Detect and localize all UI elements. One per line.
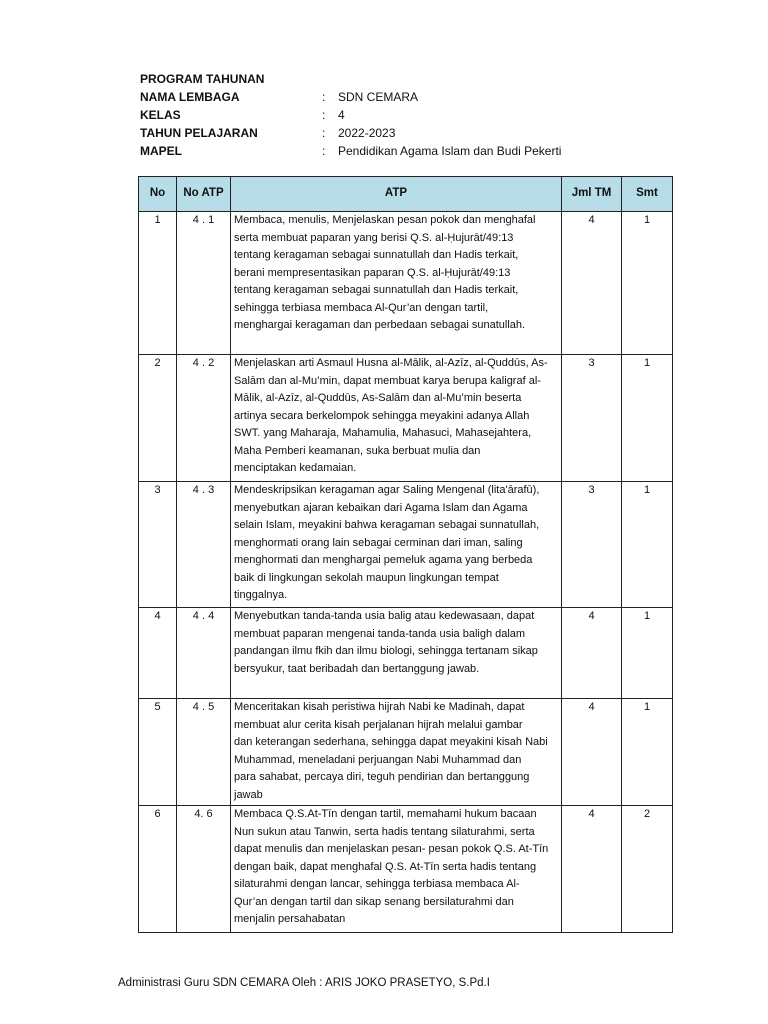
cell-smt: 1 bbox=[622, 608, 673, 699]
atp-line: tinggalnya. bbox=[234, 589, 288, 601]
cell-atp bbox=[231, 608, 562, 699]
atp-line: tentang keragaman sebagai sunnatullah dan Hadis terkait, bbox=[234, 249, 519, 261]
atp-line: menghormati dan menghargai pemeluk agama yang berbeda bbox=[234, 554, 533, 566]
document-header bbox=[140, 70, 561, 160]
cell-atp bbox=[231, 806, 562, 933]
cell-no-atp: 4 . 2 bbox=[177, 355, 231, 482]
atp-line: Muhammad, meneladani perjuangan Nabi Muhammad dan bbox=[234, 753, 522, 766]
atp-line: para sahabat, percaya diri, teguh pendirian dan bertanggung bbox=[234, 771, 530, 783]
page-footer: Administrasi Guru SDN CEMARA Oleh : ARIS JOKO PRASETYO, S.Pd.I bbox=[118, 977, 490, 989]
atp-line: tentang keragaman sebagai sunnatullah dan Hadis terkait, bbox=[234, 284, 519, 296]
field-value: 4 bbox=[338, 108, 345, 122]
field-label: TAHUN PELAJARAN bbox=[140, 126, 258, 140]
document-title: PROGRAM TAHUNAN bbox=[140, 72, 265, 86]
atp-line: selain Islam, meyakini bahwa keragaman sebagai sunnatullah, bbox=[234, 519, 540, 531]
field-separator: : bbox=[322, 108, 326, 122]
table-row bbox=[139, 699, 673, 806]
cell-jml-tm: 4 bbox=[562, 608, 622, 699]
atp-line: dan keterangan sederhana, sehingga dapat meyakini kisah Nabi bbox=[234, 736, 548, 748]
column-header-no: No bbox=[139, 177, 177, 212]
cell-jml-tm: 4 bbox=[562, 212, 622, 355]
table-row bbox=[139, 355, 673, 482]
table-header-row bbox=[139, 177, 673, 212]
cell-no-atp: 4 . 5 bbox=[177, 699, 231, 806]
atp-line: Mendeskripsikan keragaman agar Saling Mengenal (lita'ārafū), bbox=[234, 484, 540, 496]
field-label: NAMA LEMBAGA bbox=[140, 90, 240, 104]
atp-line: Mālik, al-Azīz, al-Quddūs, As-Salām dan al-Mu’min beserta bbox=[234, 392, 522, 404]
cell-smt: 1 bbox=[622, 355, 673, 482]
header-title-row bbox=[140, 70, 561, 88]
atp-line: berani mempresentasikan paparan Q.S. al-Ḥujurāt/49:13 bbox=[234, 266, 511, 279]
cell-no-atp: 4 . 3 bbox=[177, 482, 231, 608]
atp-line: dengan baik, dapat menghafal Q.S. At-Tīn serta hadis tentang bbox=[234, 860, 537, 873]
column-header-atp: ATP bbox=[231, 177, 562, 212]
atp-line: Membaca Q.S.At-Tīn dengan tartil, memahami hukum bacaan bbox=[234, 808, 537, 820]
field-value: SDN CEMARA bbox=[338, 90, 419, 104]
cell-atp bbox=[231, 482, 562, 608]
cell-smt: 1 bbox=[622, 482, 673, 608]
atp-line: Menjelaskan arti Asmaul Husna al-Mālik, al-Azīz, al-Quddūs, As- bbox=[234, 357, 548, 369]
atp-line: menyebutkan ajaran kebaikan dari Agama Islam dan Agama bbox=[234, 501, 528, 514]
cell-smt: 2 bbox=[622, 806, 673, 933]
cell-no-atp: 4. 6 bbox=[177, 806, 231, 933]
column-header-jml-tm: Jml TM bbox=[562, 177, 622, 212]
atp-line: menghargai keragaman dan perbedaan sebagai sunatullah. bbox=[234, 319, 526, 331]
cell-smt: 1 bbox=[622, 699, 673, 806]
atp-line: menciptakan kedamaian. bbox=[234, 462, 357, 474]
atp-line: Maha Pemberi keamanan, suka berbuat mulia dan bbox=[234, 444, 481, 457]
cell-no: 4 bbox=[139, 608, 177, 699]
column-header-no-atp: No ATP bbox=[177, 177, 231, 212]
cell-smt: 1 bbox=[622, 212, 673, 355]
atp-line: Menyebutkan tanda-tanda usia balig atau kedewasaan, dapat bbox=[234, 610, 535, 622]
header-field-nama-lembaga bbox=[140, 88, 561, 106]
cell-jml-tm: 3 bbox=[562, 482, 622, 608]
field-value: Pendidikan Agama Islam dan Budi Pekerti bbox=[338, 144, 562, 158]
table-row bbox=[139, 482, 673, 608]
atp-line: sehingga terbiasa membaca Al-Qur’an dengan tartil, bbox=[234, 301, 489, 314]
atp-line: silaturahmi dengan lancar, sehingga terbiasa membaca Al- bbox=[234, 878, 520, 890]
cell-atp bbox=[231, 699, 562, 806]
atp-line: Qur’an dengan tartil dan sikap senang bersilaturahmi dan bbox=[234, 895, 514, 908]
field-label: KELAS bbox=[140, 108, 181, 122]
atp-line: membuat alur cerita kisah perjalanan hijrah melalui gambar bbox=[234, 718, 523, 731]
atp-line: Nun sukun atau Tanwin, serta hadis tentang silaturahmi, serta bbox=[234, 825, 535, 838]
atp-line: membuat paparan mengenai tanda-tanda usia baligh dalam bbox=[234, 627, 526, 640]
cell-no: 6 bbox=[139, 806, 177, 933]
atp-line: Membaca, menulis, Menjelaskan pesan pokok dan menghafal bbox=[234, 214, 536, 226]
atp-line: Salām dan al-Mu’min, dapat membuat karya berupa kaligraf al- bbox=[234, 374, 541, 387]
atp-line: serta membuat paparan yang berisi Q.S. al-Ḥujurāt/49:13 bbox=[234, 231, 514, 244]
field-separator: : bbox=[322, 126, 326, 140]
cell-jml-tm: 4 bbox=[562, 806, 622, 933]
atp-line: dapat menulis dan menjelaskan pesan- pesan pokok Q.S. At-Tīn bbox=[234, 843, 549, 855]
table-row bbox=[139, 608, 673, 699]
atp-line: Menceritakan kisah peristiwa hijrah Nabi ke Madinah, dapat bbox=[234, 701, 525, 713]
atp-line: pandangan ilmu fkih dan ilmu biologi, sehingga tertanam sikap bbox=[234, 645, 538, 657]
cell-no: 5 bbox=[139, 699, 177, 806]
header-field-kelas bbox=[140, 106, 561, 124]
cell-atp bbox=[231, 355, 562, 482]
cell-atp bbox=[231, 212, 562, 355]
header-field-tahun-pelajaran bbox=[140, 124, 561, 142]
field-label: MAPEL bbox=[140, 144, 182, 158]
atp-line: jawab bbox=[234, 788, 263, 801]
atp-line: baik di lingkungan sekolah maupun lingkungan tempat bbox=[234, 571, 499, 584]
atp-line: artinya secara berkelompok sehingga meyakini adanya Allah bbox=[234, 409, 530, 422]
atp-line: menjalin persahabatan bbox=[234, 913, 346, 925]
atp-line: SWT. yang Maharaja, Mahamulia, Mahasuci, Mahasejahtera, bbox=[234, 427, 532, 439]
table-row bbox=[139, 806, 673, 933]
cell-no: 2 bbox=[139, 355, 177, 482]
atp-table bbox=[138, 176, 673, 933]
cell-jml-tm: 3 bbox=[562, 355, 622, 482]
field-value: 2022-2023 bbox=[338, 126, 396, 140]
header-field-mapel bbox=[140, 142, 561, 160]
atp-line: menghormati orang lain sebagai cerminan dari iman, saling bbox=[234, 536, 523, 549]
cell-no-atp: 4 . 1 bbox=[177, 212, 231, 355]
column-header-smt: Smt bbox=[622, 177, 673, 212]
cell-jml-tm: 4 bbox=[562, 699, 622, 806]
table-row bbox=[139, 212, 673, 355]
cell-no: 1 bbox=[139, 212, 177, 355]
field-separator: : bbox=[322, 144, 326, 158]
field-separator: : bbox=[322, 90, 326, 104]
cell-no: 3 bbox=[139, 482, 177, 608]
atp-line: bersyukur, taat beribadah dan bertanggung jawab. bbox=[234, 662, 480, 675]
cell-no-atp: 4 . 4 bbox=[177, 608, 231, 699]
